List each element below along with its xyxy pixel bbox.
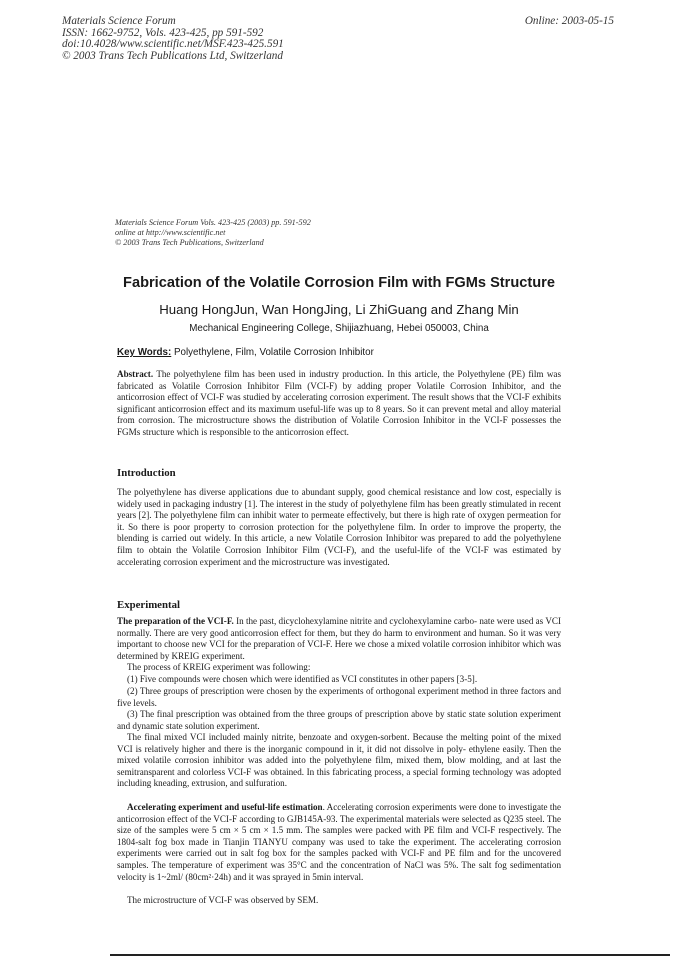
kreig-process-line: The process of KREIG experiment was following:	[127, 662, 311, 672]
journal-name: Materials Science Forum	[62, 15, 176, 27]
keywords-line	[117, 347, 374, 358]
doi-link[interactable]: doi:10.4028/www.scientific.net/MSF.423-425.591	[62, 38, 284, 50]
copyright-line: © 2003 Trans Tech Publications Ltd, Switzerland	[62, 49, 283, 62]
experimental-heading: Experimental	[117, 599, 180, 611]
introduction-heading: Introduction	[117, 467, 176, 479]
bottom-rule	[110, 954, 670, 956]
citation-line-2: online at http://www.scientific.net	[115, 228, 226, 238]
preparation-paragraph	[117, 616, 561, 662]
introduction-paragraph: The polyethylene has diverse applications due to abundant supply, good chemical resistance and low cost, especially is widely used in packaging industry [1]. The interest in the study of polyethylene film has been greatly stimulated in recent years [2]. The polyethylene film can inhibit water to permeate effectively, but there is high rate of oxygen permeation for it. So there is poor property to corrosion protection for the polyethylene film. In order to improve the property, the blending is carried out widely. In this article, a new Volatile Corrosion Inhibitor was prepared to add the polyethylene film to obtain the Volatile Corrosion Inhibitor Film (VCI-F), and the useful-life of the VCI-F was estimated by accelerating corrosion experiment and the microstructure was investigated.	[117, 487, 561, 567]
kreig-step-3: (3) The final prescription was obtained from the three groups of prescription above by static state solution experiment and dynamic state solution experiment.	[117, 709, 561, 731]
accelerating-label: Accelerating experiment and useful-life estimation	[127, 802, 323, 812]
affiliation: Mechanical Engineering College, Shijiazhuang, Hebei 050003, China	[189, 323, 489, 334]
journal-header	[62, 16, 284, 62]
sem-line: The microstructure of VCI-F was observed by SEM.	[127, 895, 319, 905]
paper-title: Fabrication of the Volatile Corrosion Film with FGMs Structure	[123, 275, 555, 291]
abstract-paragraph	[117, 369, 561, 438]
issn-line: ISSN: 1662-9752, Vols. 423-425, pp 591-592	[62, 26, 264, 39]
citation-line-3: © 2003 Trans Tech Publications, Switzerland	[115, 238, 264, 248]
author-list: Huang HongJun, Wan HongJing, Li ZhiGuang and Zhang Min	[159, 302, 519, 317]
abstract-label: Abstract.	[117, 369, 154, 379]
accelerating-text: . Accelerating corrosion experiments were done to investigate the anticorrosion effect of the VCI-F according to GJB145A-93. The experimental materials were selected as Q235 steel. The size of the samples were 5 cm × 5 cm × 1.5 mm. The samples were packed with PE film and VCI-F respectively. The 1804-salt fog box made in Tianjin TIANYU company was used to take the experiment. The accelerating corrosion experiments were carried out in salt fog box for the samples packed with VCI-F and PE film and for the uncovered samples. The temperature of experiment was 35°C and the concentration of NaCl was 5%. The salt fog sedimentation velocity is 1~2ml/ (80cm²·24h) and it was sprayed in 5min interval.	[117, 802, 561, 882]
citation-block	[115, 218, 311, 249]
accelerating-paragraph	[117, 802, 561, 883]
keywords-label: Key Words:	[117, 347, 172, 358]
mixed-vci-paragraph: The final mixed VCI included mainly nitrite, benzoate and oxygen-sorbent. Because the melting point of the mixed VCI is relatively higher and there is the inorganic compound in it, it did not dissolve in poly- ethylene easily. Then the mixed volatile corrosion inhibitor was added into the polyethylene film, mixed them, blow molding, and at last the semitransparent and colorless VCI-F was obtained. In this fabricating process, a special forming technology was adopted including kneading, extrusion, and sulfuration.	[117, 732, 561, 789]
online-date: Online: 2003-05-15	[524, 15, 614, 27]
kreig-step-1: (1) Five compounds were chosen which were identified as VCI constitutes in other papers [3-5].	[127, 674, 478, 684]
citation-line-1: Materials Science Forum Vols. 423-425 (2003) pp. 591-592	[115, 218, 311, 227]
kreig-step-2: (2) Three groups of prescription were chosen by the experiments of orthogonal experiment method in three factors and five levels.	[117, 686, 561, 708]
preparation-text: In the past, dicyclohexylamine nitrite and cyclohexylamine carbo- nate were used as VCI normally. There are very good anticorrosion effect for them, but they do harm to environment and human. So it was very important to choose new VCI for the preparation of VCI-F. Here we chose a mixed volatile corrosion inhibitor which was determined by KREIG experiment.	[117, 616, 562, 661]
preparation-label: The preparation of the VCI-F.	[117, 616, 234, 626]
keywords-text: Polyethylene, Film, Volatile Corrosion Inhibitor	[171, 347, 374, 358]
abstract-text: The polyethylene film has been used in industry production. In this article, the Polyethylene (PE) film was fabricated as Volatile Corrosion Inhibitor Film (VCI-F) by adding proper Volatile Corrosion Inhibitor, and the anticorrosion effect of VCI-F was studied by accelerating corrosion experiment. The result shows that the VCI-F exhibits significant anticorrosion effect and its maximum useful-life was up to 8 years. So it can prevent metal and alloy material from corrosion. The microstructure shows the distribution of Volatile Corrosion Inhibitor in the VCI-F possesses the FGMs structure which is responsible to the anticorrosion effect.	[117, 369, 561, 437]
